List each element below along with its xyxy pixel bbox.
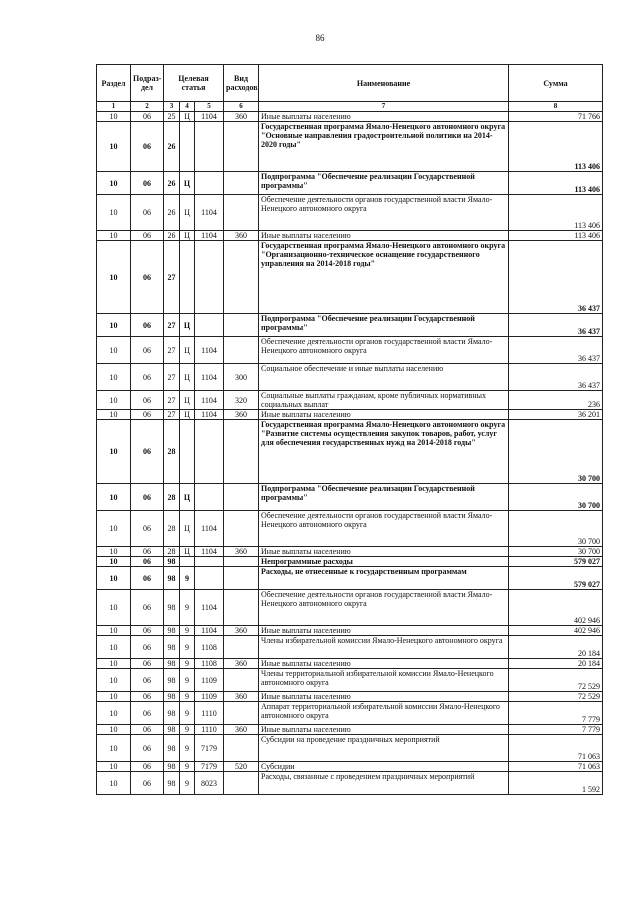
row-program-code: 98 [164, 762, 180, 772]
row-razdel: 10 [97, 231, 131, 241]
row-program-code: 98 [164, 590, 180, 626]
row-direction-code: 1110 [195, 725, 224, 735]
table-row [97, 391, 603, 410]
row-direction-code: 1110 [195, 702, 224, 725]
row-podrazdel: 06 [131, 364, 164, 391]
row-subprogram-code: 9 [180, 567, 195, 590]
row-podrazdel: 06 [131, 112, 164, 122]
row-name: Обеспечение деятельности органов государственной власти Ямало-Ненецкого автономного округа [259, 195, 509, 231]
row-podrazdel: 06 [131, 725, 164, 735]
row-subprogram-code: 9 [180, 702, 195, 725]
row-expense-type [224, 557, 259, 567]
row-program-code: 98 [164, 659, 180, 669]
col-number: 8 [509, 102, 603, 112]
row-razdel: 10 [97, 735, 131, 762]
table-row [97, 314, 603, 337]
row-direction-code: 1109 [195, 669, 224, 692]
row-razdel: 10 [97, 725, 131, 735]
row-podrazdel: 06 [131, 735, 164, 762]
row-expense-type: 520 [224, 762, 259, 772]
row-subprogram-code: Ц [180, 391, 195, 410]
row-name: Иные выплаты населению [259, 547, 509, 557]
header-razdel: Раздел [97, 65, 131, 102]
row-subprogram-code [180, 122, 195, 172]
table-row [97, 725, 603, 735]
row-sum: 36 437 [509, 364, 603, 391]
row-expense-type: 360 [224, 410, 259, 420]
row-razdel: 10 [97, 420, 131, 484]
table-row [97, 659, 603, 669]
row-subprogram-code [180, 557, 195, 567]
table-row [97, 195, 603, 231]
row-podrazdel: 06 [131, 410, 164, 420]
row-name: Социальное обеспечение и иные выплаты населению [259, 364, 509, 391]
row-expense-type: 360 [224, 659, 259, 669]
row-expense-type: 360 [224, 112, 259, 122]
table-row [97, 172, 603, 195]
row-sum: 71 063 [509, 735, 603, 762]
row-direction-code [195, 314, 224, 337]
page-number: 86 [315, 33, 325, 43]
row-sum: 36 437 [509, 337, 603, 364]
row-program-code: 98 [164, 725, 180, 735]
row-program-code: 27 [164, 410, 180, 420]
row-name: Иные выплаты населению [259, 692, 509, 702]
table-row [97, 669, 603, 692]
row-program-code: 98 [164, 626, 180, 636]
header-name: Наименование [259, 65, 509, 102]
header-tselevaya: Целевая статья [164, 65, 224, 102]
table-row [97, 692, 603, 702]
row-sum: 30 700 [509, 484, 603, 511]
row-subprogram-code: 9 [180, 636, 195, 659]
row-razdel: 10 [97, 547, 131, 557]
row-razdel: 10 [97, 762, 131, 772]
row-podrazdel: 06 [131, 567, 164, 590]
table-row [97, 590, 603, 626]
row-direction-code: 1104 [195, 364, 224, 391]
table-row [97, 364, 603, 391]
col-number: 2 [131, 102, 164, 112]
row-podrazdel: 06 [131, 762, 164, 772]
row-expense-type [224, 122, 259, 172]
row-expense-type: 360 [224, 692, 259, 702]
row-expense-type [224, 702, 259, 725]
row-subprogram-code: Ц [180, 364, 195, 391]
table-row [97, 702, 603, 725]
row-sum: 579 027 [509, 567, 603, 590]
row-subprogram-code: Ц [180, 547, 195, 557]
row-direction-code [195, 567, 224, 590]
row-sum: 30 700 [509, 547, 603, 557]
row-sum: 36 437 [509, 241, 603, 314]
row-podrazdel: 06 [131, 241, 164, 314]
row-direction-code: 1104 [195, 112, 224, 122]
col-number: 7 [259, 102, 509, 112]
col-number: 1 [97, 102, 131, 112]
col-number: 4 [180, 102, 195, 112]
row-direction-code: 1108 [195, 636, 224, 659]
row-razdel: 10 [97, 567, 131, 590]
row-subprogram-code: Ц [180, 410, 195, 420]
row-sum: 36 437 [509, 314, 603, 337]
budget-table [96, 64, 603, 795]
row-name: Социальные выплаты гражданам, кроме публичных нормативных социальных выплат [259, 391, 509, 410]
row-subprogram-code: 9 [180, 659, 195, 669]
row-razdel: 10 [97, 772, 131, 795]
row-sum: 113 406 [509, 195, 603, 231]
row-program-code: 98 [164, 692, 180, 702]
row-expense-type [224, 669, 259, 692]
row-subprogram-code: Ц [180, 337, 195, 364]
row-expense-type: 360 [224, 231, 259, 241]
table-row [97, 547, 603, 557]
row-podrazdel: 06 [131, 659, 164, 669]
row-sum: 113 406 [509, 172, 603, 195]
row-program-code: 98 [164, 567, 180, 590]
row-expense-type [224, 172, 259, 195]
row-podrazdel: 06 [131, 122, 164, 172]
row-podrazdel: 06 [131, 547, 164, 557]
row-name: Непрограммные расходы [259, 557, 509, 567]
row-name: Государственная программа Ямало-Ненецкого автономного округа "Основные направления градостроительной политики на 2014-2020 годы" [259, 122, 509, 172]
row-direction-code: 1104 [195, 410, 224, 420]
row-name: Государственная программа Ямало-Ненецкого автономного округа "Развитие системы осуществления закупок товаров, работ, услуг для обеспечения государственных нужд на 2014-2018 годы" [259, 420, 509, 484]
row-podrazdel: 06 [131, 231, 164, 241]
row-name: Расходы, не отнесенные к государственным программам [259, 567, 509, 590]
table-row [97, 112, 603, 122]
row-razdel: 10 [97, 669, 131, 692]
row-podrazdel: 06 [131, 420, 164, 484]
row-direction-code [195, 122, 224, 172]
row-subprogram-code: 9 [180, 626, 195, 636]
row-name: Иные выплаты населению [259, 231, 509, 241]
row-razdel: 10 [97, 172, 131, 195]
row-direction-code: 1109 [195, 692, 224, 702]
row-razdel: 10 [97, 702, 131, 725]
row-subprogram-code: 9 [180, 590, 195, 626]
row-program-code: 98 [164, 772, 180, 795]
row-direction-code: 1108 [195, 659, 224, 669]
row-name: Иные выплаты населению [259, 410, 509, 420]
row-name: Подпрограмма "Обеспечение реализации Государственной программы" [259, 484, 509, 511]
row-razdel: 10 [97, 314, 131, 337]
row-expense-type [224, 241, 259, 314]
row-sum: 402 946 [509, 626, 603, 636]
row-direction-code: 8023 [195, 772, 224, 795]
row-program-code: 98 [164, 669, 180, 692]
row-razdel: 10 [97, 484, 131, 511]
row-direction-code [195, 172, 224, 195]
row-sum: 71 063 [509, 762, 603, 772]
row-program-code: 98 [164, 735, 180, 762]
col-number: 5 [195, 102, 224, 112]
row-sum: 36 201 [509, 410, 603, 420]
row-name: Субсидии на проведение праздничных мероприятий [259, 735, 509, 762]
row-sum: 30 700 [509, 511, 603, 547]
row-subprogram-code: 9 [180, 762, 195, 772]
row-podrazdel: 06 [131, 626, 164, 636]
row-podrazdel: 06 [131, 669, 164, 692]
row-razdel: 10 [97, 557, 131, 567]
row-expense-type [224, 511, 259, 547]
row-name: Подпрограмма "Обеспечение реализации Государственной программы" [259, 172, 509, 195]
table-row [97, 762, 603, 772]
row-expense-type [224, 337, 259, 364]
table-row [97, 410, 603, 420]
row-expense-type: 300 [224, 364, 259, 391]
table-row [97, 420, 603, 484]
row-program-code: 27 [164, 241, 180, 314]
row-sum: 72 529 [509, 669, 603, 692]
table-row [97, 626, 603, 636]
header-podrazdel: Подраз- дел [131, 65, 164, 102]
row-program-code: 26 [164, 195, 180, 231]
row-sum: 113 406 [509, 231, 603, 241]
row-subprogram-code: Ц [180, 112, 195, 122]
row-sum: 30 700 [509, 420, 603, 484]
col-number: 6 [224, 102, 259, 112]
row-subprogram-code: Ц [180, 511, 195, 547]
row-program-code: 26 [164, 122, 180, 172]
row-name: Иные выплаты населению [259, 112, 509, 122]
row-expense-type: 360 [224, 725, 259, 735]
row-name: Аппарат территориальной избирательной комиссии Ямало-Ненецкого автономного округа [259, 702, 509, 725]
row-name: Государственная программа Ямало-Ненецкого автономного округа "Организационно-техническое оснащение государственного управления на 2014-2018 годы" [259, 241, 509, 314]
row-direction-code: 1104 [195, 337, 224, 364]
table-row [97, 511, 603, 547]
row-podrazdel: 06 [131, 391, 164, 410]
row-expense-type: 360 [224, 626, 259, 636]
row-podrazdel: 06 [131, 314, 164, 337]
row-razdel: 10 [97, 122, 131, 172]
row-sum: 20 184 [509, 636, 603, 659]
row-podrazdel: 06 [131, 557, 164, 567]
row-program-code: 27 [164, 364, 180, 391]
row-expense-type [224, 195, 259, 231]
row-podrazdel: 06 [131, 172, 164, 195]
row-subprogram-code: Ц [180, 195, 195, 231]
row-subprogram-code: Ц [180, 314, 195, 337]
row-direction-code: 1104 [195, 195, 224, 231]
row-program-code: 28 [164, 420, 180, 484]
row-subprogram-code [180, 420, 195, 484]
row-name: Обеспечение деятельности органов государственной власти Ямало-Ненецкого автономного округа [259, 337, 509, 364]
row-sum: 71 766 [509, 112, 603, 122]
row-subprogram-code: 9 [180, 669, 195, 692]
table-row [97, 557, 603, 567]
row-razdel: 10 [97, 410, 131, 420]
row-direction-code [195, 420, 224, 484]
row-subprogram-code: 9 [180, 735, 195, 762]
row-program-code: 98 [164, 702, 180, 725]
row-sum: 7 779 [509, 725, 603, 735]
row-subprogram-code: 9 [180, 772, 195, 795]
row-podrazdel: 06 [131, 702, 164, 725]
row-podrazdel: 06 [131, 195, 164, 231]
row-name: Члены избирательной комиссии Ямало-Ненецкого автономного округа [259, 636, 509, 659]
table-row [97, 735, 603, 762]
row-podrazdel: 06 [131, 511, 164, 547]
row-subprogram-code: Ц [180, 484, 195, 511]
row-name: Иные выплаты населению [259, 659, 509, 669]
row-subprogram-code: 9 [180, 725, 195, 735]
table-row [97, 337, 603, 364]
row-sum: 72 529 [509, 692, 603, 702]
table-row [97, 567, 603, 590]
row-podrazdel: 06 [131, 590, 164, 626]
row-expense-type [224, 314, 259, 337]
row-podrazdel: 06 [131, 636, 164, 659]
row-program-code: 28 [164, 484, 180, 511]
row-program-code: 26 [164, 231, 180, 241]
row-expense-type [224, 420, 259, 484]
table-row [97, 231, 603, 241]
row-razdel: 10 [97, 511, 131, 547]
row-sum: 236 [509, 391, 603, 410]
header-sum: Сумма [509, 65, 603, 102]
table-row [97, 772, 603, 795]
row-subprogram-code: Ц [180, 231, 195, 241]
row-name: Иные выплаты населению [259, 626, 509, 636]
table-row [97, 636, 603, 659]
row-razdel: 10 [97, 636, 131, 659]
row-name: Обеспечение деятельности органов государственной власти Ямало-Ненецкого автономного округа [259, 590, 509, 626]
row-direction-code [195, 484, 224, 511]
row-expense-type [224, 636, 259, 659]
row-direction-code: 1104 [195, 231, 224, 241]
row-name: Иные выплаты населению [259, 725, 509, 735]
row-razdel: 10 [97, 364, 131, 391]
row-razdel: 10 [97, 692, 131, 702]
row-program-code: 26 [164, 172, 180, 195]
row-name: Обеспечение деятельности органов государственной власти Ямало-Ненецкого автономного округа [259, 511, 509, 547]
row-name: Субсидии [259, 762, 509, 772]
row-direction-code: 1104 [195, 590, 224, 626]
row-direction-code: 1104 [195, 547, 224, 557]
row-sum: 402 946 [509, 590, 603, 626]
row-expense-type [224, 484, 259, 511]
row-program-code: 98 [164, 636, 180, 659]
row-expense-type [224, 735, 259, 762]
row-razdel: 10 [97, 241, 131, 314]
row-expense-type [224, 590, 259, 626]
row-razdel: 10 [97, 626, 131, 636]
row-direction-code: 1104 [195, 626, 224, 636]
row-program-code: 27 [164, 391, 180, 410]
row-program-code: 98 [164, 557, 180, 567]
row-program-code: 28 [164, 511, 180, 547]
row-podrazdel: 06 [131, 337, 164, 364]
row-subprogram-code: Ц [180, 172, 195, 195]
row-sum: 579 027 [509, 557, 603, 567]
header-vid: Вид расходов [224, 65, 259, 102]
row-sum: 7 779 [509, 702, 603, 725]
row-razdel: 10 [97, 659, 131, 669]
row-podrazdel: 06 [131, 772, 164, 795]
row-subprogram-code [180, 241, 195, 314]
table-row [97, 484, 603, 511]
row-direction-code: 7179 [195, 762, 224, 772]
table-row [97, 241, 603, 314]
row-direction-code: 1104 [195, 511, 224, 547]
row-razdel: 10 [97, 391, 131, 410]
table-row [97, 122, 603, 172]
row-razdel: 10 [97, 195, 131, 231]
row-name: Члены территориальной избирательной комиссии Ямало-Ненецкого автономного округа [259, 669, 509, 692]
row-name: Расходы, связанные с проведением праздничных мероприятий [259, 772, 509, 795]
row-expense-type: 360 [224, 547, 259, 557]
row-program-code: 27 [164, 337, 180, 364]
row-name: Подпрограмма "Обеспечение реализации Государственной программы" [259, 314, 509, 337]
row-program-code: 27 [164, 314, 180, 337]
row-program-code: 25 [164, 112, 180, 122]
row-direction-code [195, 241, 224, 314]
row-subprogram-code: 9 [180, 692, 195, 702]
row-razdel: 10 [97, 112, 131, 122]
row-razdel: 10 [97, 590, 131, 626]
row-sum: 1 592 [509, 772, 603, 795]
row-expense-type: 320 [224, 391, 259, 410]
row-expense-type [224, 772, 259, 795]
row-direction-code [195, 557, 224, 567]
row-direction-code: 7179 [195, 735, 224, 762]
row-podrazdel: 06 [131, 484, 164, 511]
row-direction-code: 1104 [195, 391, 224, 410]
row-sum: 20 184 [509, 659, 603, 669]
row-razdel: 10 [97, 337, 131, 364]
col-number: 3 [164, 102, 180, 112]
row-sum: 113 406 [509, 122, 603, 172]
row-expense-type [224, 567, 259, 590]
row-program-code: 28 [164, 547, 180, 557]
row-podrazdel: 06 [131, 692, 164, 702]
